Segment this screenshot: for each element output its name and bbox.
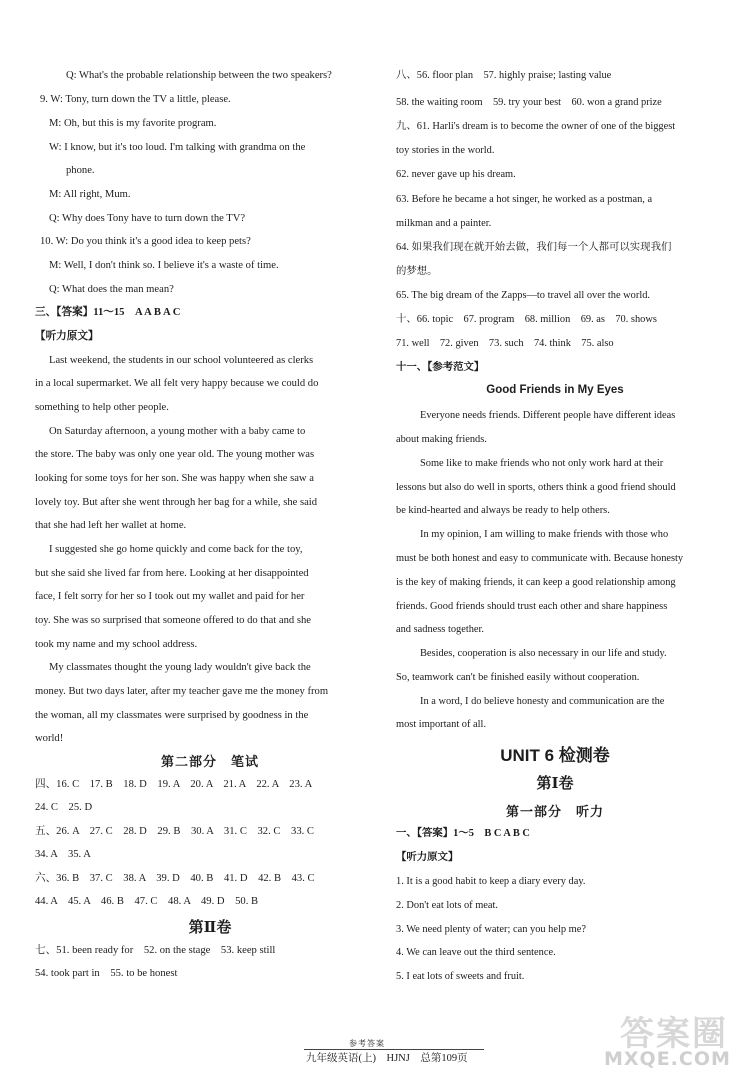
text-line: took my name and my school address. bbox=[35, 639, 198, 650]
answer-line: 八、56. floor plan 57. highly praise; lasting value bbox=[396, 70, 612, 81]
answer-line: 七、51. been ready for 52. on the stage 53. keep still bbox=[35, 945, 276, 956]
text-line: I suggested she go home quickly and come back for the toy, bbox=[49, 544, 303, 555]
text-line: must be both honest and easy to communicate with. Because honesty bbox=[396, 553, 684, 564]
footer-label: 参考答案 bbox=[349, 1039, 385, 1048]
section-label: 十一、【参考范文】 bbox=[396, 362, 485, 373]
text-line: face, I felt sorry for her so I took out my wallet and paid for her bbox=[35, 591, 305, 602]
text-line: money. But two days later, after my teacher gave me the money from bbox=[35, 686, 329, 697]
watermark-url: MXQE.COM bbox=[604, 1048, 731, 1070]
text-line: that she had left her wallet at home. bbox=[35, 520, 187, 531]
section-label: 【听力原文】 bbox=[35, 331, 99, 342]
text-line: be kind-hearted and always be ready to help others. bbox=[396, 505, 610, 516]
answer-line: 71. well 72. given 73. such 74. think 75. also bbox=[396, 338, 614, 349]
text-line: about making friends. bbox=[396, 434, 487, 445]
answer-line: 三、【答案】11～15 A A B A C bbox=[35, 307, 181, 318]
text-line: 1. It is a good habit to keep a diary every day. bbox=[396, 876, 586, 887]
answer-line: 一、【答案】1～5 B C A B C bbox=[396, 828, 530, 839]
text-line: and sadness together. bbox=[396, 624, 485, 635]
text-line: Q: What does the man mean? bbox=[49, 284, 174, 295]
answer-line: 九、61. Harli's dream is to become the owner of one of the biggest bbox=[396, 121, 676, 132]
answer-line: 58. the waiting room 59. try your best 60. won a grand prize bbox=[396, 97, 662, 108]
text-line: but she said she lived far from here. Looking at her disappointed bbox=[35, 568, 309, 579]
text-line: 4. We can leave out the third sentence. bbox=[396, 947, 556, 958]
answer-line: 54. took part in 55. to be honest bbox=[35, 968, 178, 979]
text-line: something to help other people. bbox=[35, 402, 169, 413]
answer-line: 34. A 35. A bbox=[35, 849, 91, 860]
text-line: 5. I eat lots of sweets and fruit. bbox=[396, 971, 525, 982]
answer-line: 64. 如果我们现在就开始去做，我们每一个人都可以实现我们 bbox=[396, 242, 672, 253]
text-line: lovely toy. But after she went through her bag for a while, she said bbox=[35, 497, 318, 508]
volume-one-heading: 第Ⅰ卷 bbox=[536, 776, 574, 792]
text-line: M: Oh, but this is my favorite program. bbox=[49, 118, 217, 129]
text-line: 9. W: Tony, turn down the TV a little, please. bbox=[40, 94, 231, 105]
text-line: toy stories in the world. bbox=[396, 145, 495, 156]
text-line: most important of all. bbox=[396, 719, 487, 730]
text-line: milkman and a painter. bbox=[396, 218, 492, 229]
essay-title: Good Friends in My Eyes bbox=[486, 384, 624, 396]
text-line: world! bbox=[35, 733, 64, 744]
watermark-logo bbox=[596, 1006, 746, 1074]
text-line: M: Well, I don't think so. I believe it's a waste of time. bbox=[49, 260, 279, 271]
answer-line: 四、16. C 17. B 18. D 19. A 20. A 21. A 22. A 23. A bbox=[35, 779, 313, 790]
text-line: M: All right, Mum. bbox=[49, 189, 131, 200]
part-two-heading: 第二部分 笔试 bbox=[160, 754, 259, 769]
text-line: In a word, I do believe honesty and communication are the bbox=[420, 696, 665, 707]
text-line: looking for some toys for her son. She was happy when she saw a bbox=[35, 473, 314, 484]
text-line: W: I know, but it's too loud. I'm talking with grandma on the bbox=[49, 142, 306, 153]
text-line: Last weekend, the students in our school volunteered as clerks bbox=[49, 355, 314, 366]
text-line: Everyone needs friends. Different people have different ideas bbox=[420, 410, 676, 421]
text-line: phone. bbox=[66, 165, 95, 176]
part-one-heading: 第一部分 听力 bbox=[505, 804, 604, 819]
text-line: So, teamwork can't be finished easily without cooperation. bbox=[396, 672, 640, 683]
text-line: 的梦想。 bbox=[396, 266, 438, 277]
answer-line: 五、26. A 27. C 28. D 29. B 30. A 31. C 32. C 33. C bbox=[35, 826, 314, 837]
text-line: lessons but also do well in sports, others think a good friend should bbox=[396, 482, 676, 493]
page-number: 九年级英语(上) HJNJ 总第109页 bbox=[306, 1053, 468, 1064]
answer-line: 44. A 45. A 46. B 47. C 48. A 49. D 50. B bbox=[35, 896, 259, 907]
text-line: Q: Why does Tony have to turn down the TV? bbox=[49, 213, 246, 224]
volume-two-heading: 第Ⅱ卷 bbox=[188, 920, 232, 936]
text-line: 2. Don't eat lots of meat. bbox=[396, 900, 499, 911]
answer-line: 十、66. topic 67. program 68. million 69. as 70. shows bbox=[396, 314, 657, 325]
unit-heading: UNIT 6 检测卷 bbox=[500, 746, 610, 765]
text-line: In my opinion, I am willing to make friends with those who bbox=[420, 529, 669, 540]
text-line: Besides, cooperation is also necessary in our life and study. bbox=[420, 648, 667, 659]
section-label: 【听力原文】 bbox=[396, 852, 459, 863]
text-line: the store. The baby was only one year old. The young mother was bbox=[35, 449, 315, 460]
answer-line: 63. Before he became a hot singer, he worked as a postman, a bbox=[396, 194, 653, 205]
text-line: 10. W: Do you think it's a good idea to keep pets? bbox=[40, 236, 251, 247]
answer-line: 65. The big dream of the Zapps—to travel all over the world. bbox=[396, 290, 651, 301]
text-line: 3. We need plenty of water; can you help me? bbox=[396, 924, 586, 935]
answer-line: 62. never gave up his dream. bbox=[396, 169, 516, 180]
text-line: Q: What's the probable relationship between the two speakers? bbox=[66, 70, 332, 81]
text-line: toy. She was so surprised that someone offered to do that and she bbox=[35, 615, 311, 626]
text-line: My classmates thought the young lady wouldn't give back the bbox=[49, 662, 311, 673]
watermark-text: 答案圈 bbox=[620, 1014, 728, 1054]
text-line: is the key of making friends, it can keep a good relationship among bbox=[396, 577, 676, 588]
text-line: friends. Good friends should trust each other and share happiness bbox=[396, 601, 668, 612]
answer-line: 六、36. B 37. C 38. A 39. D 40. B 41. D 42. B 43. C bbox=[35, 873, 315, 884]
text-line: Some like to make friends who not only work hard at their bbox=[420, 458, 664, 469]
answer-line: 24. C 25. D bbox=[35, 802, 93, 813]
text-line: On Saturday afternoon, a young mother with a baby came to bbox=[49, 426, 306, 437]
text-line: the woman, all my classmates were surprised by goodness in the bbox=[35, 710, 309, 721]
text-line: in a local supermarket. We all felt very happy because we could do bbox=[35, 378, 319, 389]
